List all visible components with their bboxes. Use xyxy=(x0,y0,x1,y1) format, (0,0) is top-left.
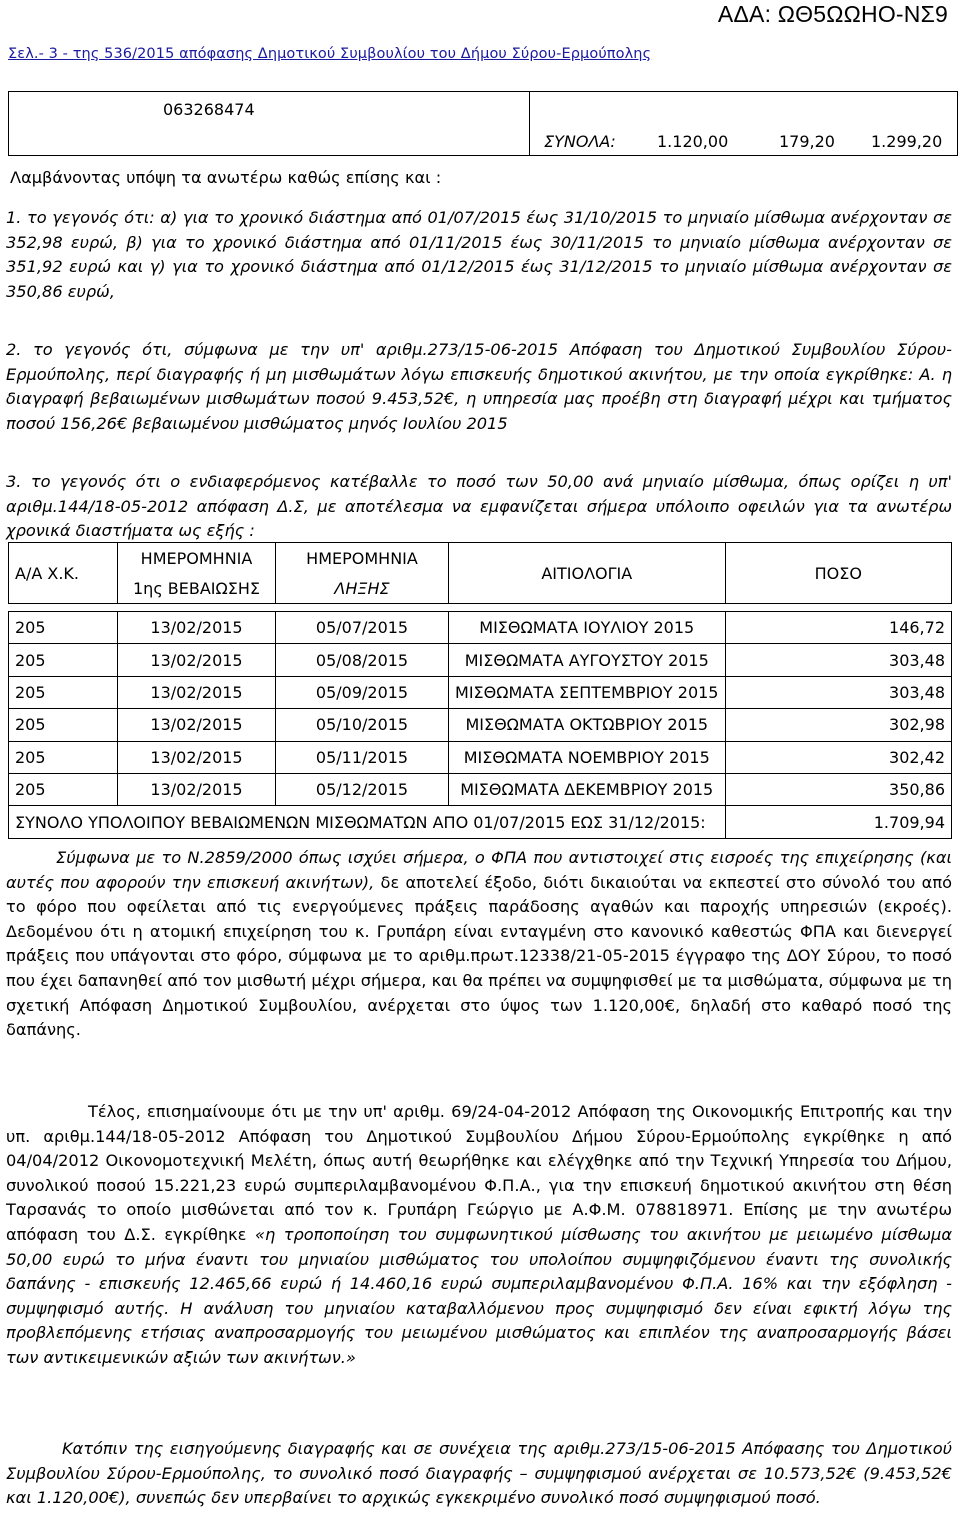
cell-due-date: 05/10/2015 xyxy=(276,709,449,741)
col-issue-date-header: ΗΜΕΡΟΜΗΝΙΑ xyxy=(118,543,276,574)
cell-issue-date: 13/02/2015 xyxy=(118,676,276,708)
cell-aa: 205 xyxy=(9,676,118,708)
cell-reason: ΜΙΣΘΩΜΑΤΑ ΣΕΠΤΕΜΒΡΙΟΥ 2015 xyxy=(449,676,726,708)
table-divider xyxy=(529,92,530,155)
col-due-date-header: ΗΜΕΡΟΜΗΝΙΑ xyxy=(276,543,449,574)
cell-issue-date: 13/02/2015 xyxy=(118,773,276,805)
cell-reason: ΜΙΣΘΩΜΑΤΑ ΝΟΕΜΒΡΙΟΥ 2015 xyxy=(449,741,726,773)
cell-amount: 303,48 xyxy=(725,644,952,676)
table-row xyxy=(9,612,952,644)
col-amount-header: ΠΟΣΟ xyxy=(725,543,952,604)
afm-number: 063268474 xyxy=(163,100,255,119)
table-row xyxy=(9,741,952,773)
cell-due-date: 05/09/2015 xyxy=(276,676,449,708)
cell-issue-date: 13/02/2015 xyxy=(118,644,276,676)
table-row xyxy=(9,676,952,708)
paragraph-last-text: Κατόπιν της εισηγούμενης διαγραφής και σε συνέχεια της αριθμ.273/15-06-2015 Απόφασης του Δημοτικού Συμβουλίου Σύρου-Ερμούπολης, το συνολικό ποσό διαγραφής – συμψηφισμού ανέρχεται σε 10.573,52€ (9.453,52€ και 1.120,00€), συνεπώς δεν υπερβαίνει το αρχικώς εγκεκριμένο συνολικό ποσό συμψηφισμού ποσό. xyxy=(6,1439,952,1508)
col-due-date-sub: ΛΗΞΗΣ xyxy=(276,573,449,604)
col-reason-header: ΑΙΤΙΟΛΟΓΙΑ xyxy=(449,543,726,604)
total-gross: 1.299,20 xyxy=(871,132,943,151)
cell-aa: 205 xyxy=(9,741,118,773)
cell-reason: ΜΙΣΘΩΜΑΤΑ ΟΚΤΩΒΡΙΟΥ 2015 xyxy=(449,709,726,741)
total-amount: 1.709,94 xyxy=(725,806,952,838)
intro-line: Λαμβάνοντας υπόψη τα ανωτέρω καθώς επίσης και : xyxy=(10,168,442,187)
cell-aa: 205 xyxy=(9,612,118,644)
table-row xyxy=(9,773,952,805)
cell-issue-date: 13/02/2015 xyxy=(118,612,276,644)
total-net: 1.120,00 xyxy=(657,132,729,151)
paragraph-final xyxy=(6,1100,952,1371)
cell-amount: 146,72 xyxy=(725,612,952,644)
ada-code: ΑΔΑ: ΩΘ5ΩΩΗΟ-ΝΣ9 xyxy=(717,1,948,27)
col-aa-header: Α/Α Χ.Κ. xyxy=(9,543,118,604)
paragraph-vat xyxy=(6,846,952,1043)
total-row xyxy=(9,806,952,838)
intro-text xyxy=(6,166,952,191)
cell-amount: 302,98 xyxy=(725,709,952,741)
total-vat: 179,20 xyxy=(779,132,835,151)
cell-reason: ΜΙΣΘΩΜΑΤΑ ΔΕΚΕΜΒΡΙΟΥ 2015 xyxy=(449,773,726,805)
cell-due-date: 05/07/2015 xyxy=(276,612,449,644)
cell-amount: 302,42 xyxy=(725,741,952,773)
cell-aa: 205 xyxy=(9,709,118,741)
cell-reason: ΜΙΣΘΩΜΑΤΑ ΙΟΥΛΙΟΥ 2015 xyxy=(449,612,726,644)
paragraph-last xyxy=(6,1437,952,1511)
totals-table xyxy=(8,91,958,156)
table-row xyxy=(9,709,952,741)
paragraph-final-normal: Τέλος, επισημαίνουμε ότι με την υπ' αριθμ. 69/24-04-2012 Απόφαση της Οικονομικής Επιτροπής και την υπ. αριθμ.144/18-05-2012 Απόφαση του Δημοτικού Συμβουλίου Δήμου Σύρου-Ερμούπολης εγκρίθηκε η από 04/04/2012 Οικονομοτεχνική Μελέτη, όπως αυτή θεωρήθηκε και ελέγχθηκε από την Τεχνική Υπηρεσία του Δήμου, συνολικού ποσού 15.221,23 ευρώ συμπεριλαμβανομένου Φ.Π.Α., για την επισκευή δημοτικού ακινήτου στη θέση Ταρσανάς το οποίο μισθώνεται από τον κ. Γρυπάρη Γεώργιο με Α.Φ.Μ. 078818971. Επίσης με την ανωτέρω απόφαση του Δ.Σ. εγκρίθηκε xyxy=(6,1102,952,1244)
cell-due-date: 05/08/2015 xyxy=(276,644,449,676)
col-issue-date-sub: 1ης ΒΕΒΑΙΩΣΗΣ xyxy=(118,573,276,604)
table-row xyxy=(9,644,952,676)
paragraph-final-italic: «η τροποποίηση του συμφωνητικού μίσθωσης του ακινήτου με μειωμένο μίσθωμα 50,00 ευρώ το μήνα έναντι του μηνιαίου μισθώματος του υπολοίπου συμψηφιζόμενου έναντι της συνολικής δαπάνης - επισκευής 12.465,66 ευρώ ή 14.460,16 ευρώ συμπεριλαμβανομένου Φ.Π.Α. 16% και την εξόφληση - συμψηφισμό αυτής. Η ανάλυση του μηνιαίου καταβαλλόμενου προς συμψηφισμό δεν είναι εφικτή λόγω της προβλεπόμενης ετήσιας αναπροσαρμογής του μειωμένου μισθώματος και επιπλέον της αναπροσαρμογής βάσει των αντικειμενικών αξιών των ακινήτων.» xyxy=(6,1224,952,1367)
point-1: 1. το γεγονός ότι: α) για το χρονικό διάστημα από 01/07/2015 έως 31/10/2015 το μηνιαίο μίσθωμα ανέρχονταν σε 352,98 ευρώ, β) για το χρονικό διάστημα από 01/11/2015 έως 30/11/2015 το μηνιαίο μίσθωμα ανέρχονταν σε 351,92 ευρώ και γ) για το χρονικό διάστημα από 01/12/2015 έως 31/12/2015 το μηνιαίο μίσθωμα ανέρχονταν σε 350,86 ευρώ, xyxy=(6,208,952,301)
cell-issue-date: 13/02/2015 xyxy=(118,741,276,773)
total-label: ΣΥΝΟΛΟ ΥΠΟΛΟΙΠΟΥ ΒΕΒΑΙΩΜΕΝΩΝ ΜΙΣΘΩΜΑΤΩΝ ΑΠΟ 01/07/2015 ΕΩΣ 31/12/2015: xyxy=(9,806,726,838)
paragraph-vat-italic: Σύμφωνα με το Ν.2859/2000 όπως ισχύει σήμερα, ο ΦΠΑ που αντιστοιχεί στις εισροές της επιχείρησης (και αυτές που αφορούν την επισκευή ακινήτων), xyxy=(6,848,952,892)
point-3: 3. το γεγονός ότι ο ενδιαφερόμενος κατέβαλλε το ποσό των 50,00 ανά μηνιαίο μίσθωμα, όπως ορίζει η υπ' αριθμ.144/18-05-2012 απόφαση Δ.Σ, με αποτέλεσμα να εμφανίζεται σήμερα υπόλοιπο οφειλών για τα ανωτέρω χρονικά διαστήματα ως εξής : xyxy=(6,472,952,541)
cell-due-date: 05/12/2015 xyxy=(276,773,449,805)
cell-reason: ΜΙΣΘΩΜΑΤΑ ΑΥΓΟΥΣΤΟΥ 2015 xyxy=(449,644,726,676)
arrears-table xyxy=(8,542,952,839)
totals-label: ΣΥΝΟΛΑ: xyxy=(544,132,616,151)
cell-aa: 205 xyxy=(9,773,118,805)
cell-amount: 303,48 xyxy=(725,676,952,708)
point-2: 2. το γεγονός ότι, σύμφωνα με την υπ' αριθμ.273/15-06-2015 Απόφαση του Δημοτικού Συμβουλίου Σύρου-Ερμούπολης, περί διαγραφής ή μη μισθωμάτων λόγω επισκευής δημοτικού ακινήτου, με την οποία εγκρίθηκε: Α. η διαγραφή βεβαιωμένων μισθωμάτων ποσού 9.453,52€, η υπηρεσία μας προέβη στη διαγραφή μέχρι και τμήματος ποσού 156,26€ βεβαιωμένου μισθώματος μηνός Ιουλίου 2015 xyxy=(6,340,952,433)
cell-issue-date: 13/02/2015 xyxy=(118,709,276,741)
cell-aa: 205 xyxy=(9,644,118,676)
cell-due-date: 05/11/2015 xyxy=(276,741,449,773)
paragraph-vat-normal: δε αποτελεί έξοδο, διότι δικαιούται να εκπεστεί στο σύνολό του από το φόρο που οφείλεται από τις ενεργούμενες πράξεις παράδοσης αγαθών και παροχής υπηρεσιών (εκροές). Δεδομένου ότι η ατομική επιχείρηση του κ. Γρυπάρη είναι ενταγμένη στο κανονικό καθεστώς ΦΠΑ και διενεργεί πράξεις που υπάγονται στο φόρο, σύμφωνα με το αριθμ.πρωτ.12338/21-05-2015 έγγραφο της ΔΟΥ Σύρου, το ποσό που έχει δαπανηθεί από τον μισθωτή μέχρι σήμερα, και θα πρέπει να συμψηφισθεί με τα μισθώματα, σύμφωνα με τη σχετική Απόφαση Δημοτικού Συμβουλίου, ανέρχεται στο ύψος των 1.120,00€, δηλαδή στο καθαρό ποσό της δαπάνης. xyxy=(6,872,952,1040)
cell-amount: 350,86 xyxy=(725,773,952,805)
page-header-link[interactable]: Σελ.- 3 - της 536/2015 απόφασης Δημοτικού Συμβουλίου του Δήμου Σύρου-Ερμούπολης xyxy=(8,46,652,62)
spacer-row xyxy=(9,604,952,612)
